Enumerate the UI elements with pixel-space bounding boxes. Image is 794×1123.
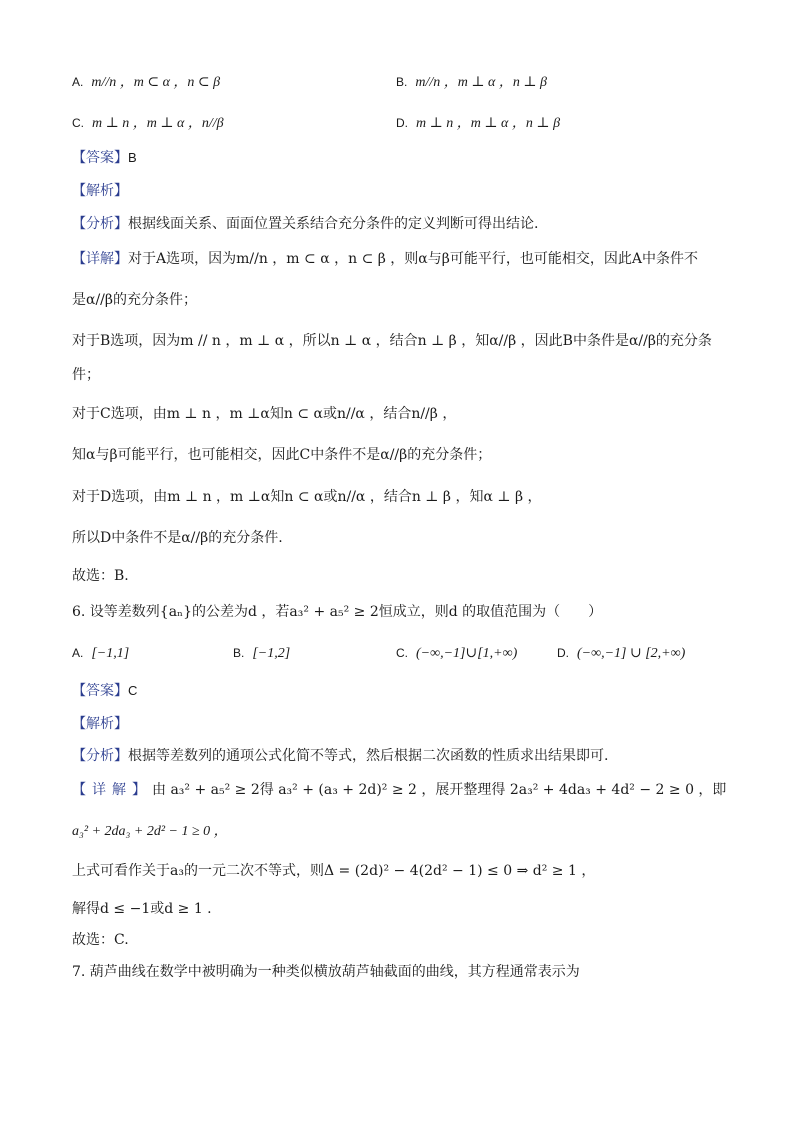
q5-jiexi-heading: 【解析】 <box>72 183 128 199</box>
q5-detail-line-7: 对于D选项，由m ⊥ n ，m ⊥α知n ⊂ α或n//α ，结合n ⊥ β ，知α ⊥ β ， <box>72 489 542 505</box>
q5-option-a: A. m//n ，m ⊂ α ，n ⊂ β <box>72 75 221 90</box>
q7-stem: 7. 葫芦曲线在数学中被明确为一种类似横放葫芦轴截面的曲线，其方程通常表示为 <box>72 964 580 980</box>
q5-option-c: C. m ⊥ n ，m ⊥ α ，n//β <box>72 116 224 131</box>
q6-detail-line-4: 解得d ≤ −1或d ≥ 1 . <box>72 901 212 917</box>
q5-detail-line-5: 对于C选项，由m ⊥ n ，m ⊥α知n ⊂ α或n//α ，结合n//β ， <box>72 406 457 422</box>
q6-jiexi-heading: 【解析】 <box>72 716 128 732</box>
q5-answer: 【答案】B <box>72 150 137 166</box>
q6-answer: 【答案】C <box>72 683 138 699</box>
q6-detail-line-5: 故选：C. <box>72 932 129 948</box>
q6-option-a: A. [−1,1] <box>72 646 130 661</box>
q5-detail-line-9: 故选：B. <box>72 568 129 584</box>
q6-detail-line-2: a₃² + 2da₃ + 2d² − 1 ≥ 0 ， <box>72 824 228 839</box>
q5-detail-line-6: 知α与β可能平行，也可能相交，因此C中条件不是α//β的充分条件； <box>72 447 492 463</box>
q6-detail-line-1: 【详解】由 a₃² + a₅² ≥ 2得 a₃² + (a₃ + 2d)² ≥ 2 ，展开整理得 2a₃² + 4da₃ + 4d² − 2 ≥ 0 ，即 <box>72 782 727 798</box>
q5-option-d: D. m ⊥ n ，m ⊥ α ，n ⊥ β <box>396 116 561 131</box>
q5-detail-line-4: 件； <box>72 367 100 383</box>
q6-analysis: 【分析】根据等差数列的通项公式化简不等式，然后根据二次函数的性质求出结果即可. <box>72 748 609 764</box>
q6-detail-line-3: 上式可看作关于a₃的一元二次不等式，则Δ = (2d)² − 4(2d² − 1) ≤ 0 ⇒ d² ≥ 1 ， <box>72 863 596 879</box>
q5-option-b: B. m//n ，m ⊥ α ，n ⊥ β <box>396 75 547 90</box>
q6-stem: 6. 设等差数列{aₙ}的公差为d ，若a₃² + a₅² ≥ 2恒成立，则d 的取值范围为（ ） <box>72 604 603 620</box>
q5-detail-line-2: 是α//β的充分条件； <box>72 292 197 308</box>
q6-option-c: C. (−∞,−1]∪[1,+∞) <box>396 646 518 661</box>
q5-analysis: 【分析】根据线面关系、面面位置关系结合充分条件的定义判断可得出结论. <box>72 216 539 232</box>
q6-option-b: B. [−1,2] <box>233 646 291 661</box>
q5-detail-line-8: 所以D中条件不是α//β的充分条件. <box>72 530 283 546</box>
q6-option-d: D. (−∞,−1] ∪ [2,+∞) <box>557 646 686 661</box>
q5-detail-line-3: 对于B选项，因为m // n ，m ⊥ α ，所以n ⊥ α ，结合n ⊥ β ，知α//β ，因此B中条件是α//β的充分条 <box>72 333 712 349</box>
q5-detail-line-1: 【详解】对于A选项，因为m//n ，m ⊂ α ，n ⊂ β ，则α与β可能平行，也可能相交，因此A中条件不 <box>72 251 698 267</box>
